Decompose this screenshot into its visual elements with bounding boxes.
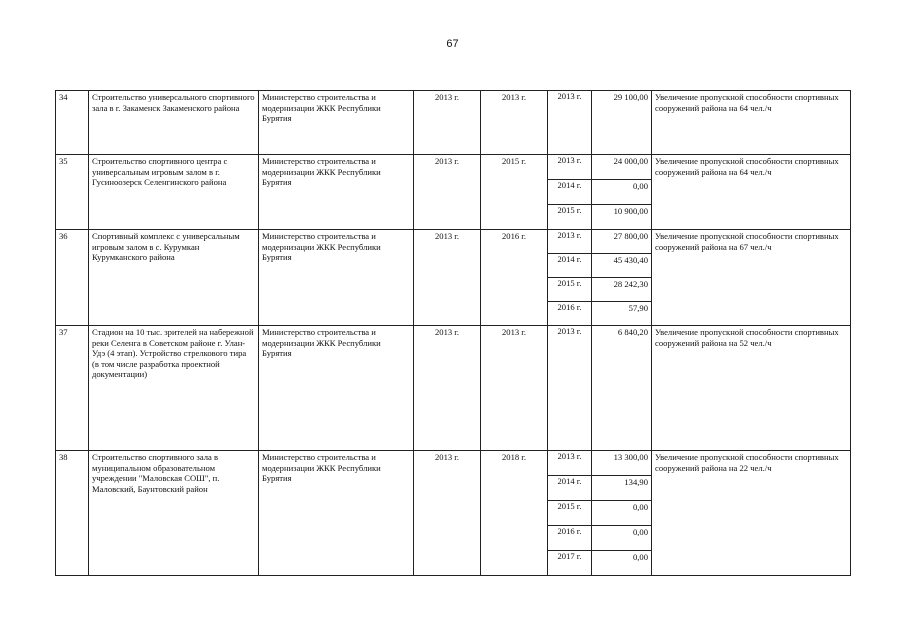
expected-result: Увеличение пропускной способности спортивных сооружений района на 67 чел./ч <box>652 230 851 326</box>
funding-amount: 134,90 <box>592 476 652 501</box>
funding-year: 2013 г. <box>548 451 592 476</box>
row-number: 35 <box>56 155 89 230</box>
funding-amount: 0,00 <box>592 180 652 205</box>
funding-amount: 10 900,00 <box>592 205 652 230</box>
table-row <box>56 326 851 451</box>
end-year: 2018 г. <box>481 451 548 576</box>
funding-amount: 45 430,40 <box>592 254 652 278</box>
funding-year: 2015 г. <box>548 278 592 302</box>
end-year: 2013 г. <box>481 91 548 155</box>
construction-projects-table <box>55 90 851 576</box>
project-name: Спортивный комплекс с универсальным игровым залом в с. Курумкан Курумканского района <box>89 230 259 326</box>
funding-year: 2014 г. <box>548 254 592 278</box>
funding-amount: 0,00 <box>592 526 652 551</box>
funding-amount: 29 100,00 <box>592 91 652 155</box>
funding-amount: 13 300,00 <box>592 451 652 476</box>
funding-year: 2014 г. <box>548 476 592 501</box>
project-name: Стадион на 10 тыс. зрителей на набережной реки Селенга в Советском районе г. Улан-Удэ (4 этап). Устройство стрелкового тира (в том числе разработка проектной документации) <box>89 326 259 451</box>
end-year: 2015 г. <box>481 155 548 230</box>
responsible-ministry: Министерство строительства и модернизации ЖКК Республики Бурятия <box>259 230 414 326</box>
start-year: 2013 г. <box>414 326 481 451</box>
page-number: 67 <box>446 38 459 50</box>
end-year: 2013 г. <box>481 326 548 451</box>
responsible-ministry: Министерство строительства и модернизации ЖКК Республики Бурятия <box>259 155 414 230</box>
funding-year: 2014 г. <box>548 180 592 205</box>
table-row <box>56 91 851 155</box>
table-row <box>56 451 851 476</box>
funding-year: 2016 г. <box>548 302 592 326</box>
end-year: 2016 г. <box>481 230 548 326</box>
funding-year: 2016 г. <box>548 526 592 551</box>
funding-year: 2013 г. <box>548 326 592 451</box>
funding-year: 2015 г. <box>548 205 592 230</box>
funding-year: 2015 г. <box>548 501 592 526</box>
funding-amount: 24 000,00 <box>592 155 652 180</box>
start-year: 2013 г. <box>414 155 481 230</box>
funding-year: 2013 г. <box>548 155 592 180</box>
project-name: Строительство спортивного центра с универсальным игровым залом в г. Гусиноозерск Селенгинского района <box>89 155 259 230</box>
row-number: 38 <box>56 451 89 576</box>
table-body <box>56 91 851 576</box>
project-name: Строительство универсального спортивного зала в г. Закаменск Закаменского района <box>89 91 259 155</box>
row-number: 34 <box>56 91 89 155</box>
expected-result: Увеличение пропускной способности спортивных сооружений района на 64 чел./ч <box>652 155 851 230</box>
responsible-ministry: Министерство строительства и модернизации ЖКК Республики Бурятия <box>259 451 414 576</box>
row-number: 37 <box>56 326 89 451</box>
funding-year: 2013 г. <box>548 91 592 155</box>
project-name: Строительство спортивного зала в муниципальном образовательном учреждении "Маловская СОШ", п. Маловский, Баунтовский район <box>89 451 259 576</box>
start-year: 2013 г. <box>414 91 481 155</box>
funding-amount: 0,00 <box>592 501 652 526</box>
funding-amount: 28 242,30 <box>592 278 652 302</box>
responsible-ministry: Министерство строительства и модернизации ЖКК Республики Бурятия <box>259 326 414 451</box>
responsible-ministry: Министерство строительства и модернизации ЖКК Республики Бурятия <box>259 91 414 155</box>
expected-result: Увеличение пропускной способности спортивных сооружений района на 64 чел./ч <box>652 91 851 155</box>
funding-year: 2017 г. <box>548 551 592 576</box>
expected-result: Увеличение пропускной способности спортивных сооружений района на 22 чел./ч <box>652 451 851 576</box>
funding-year: 2013 г. <box>548 230 592 254</box>
start-year: 2013 г. <box>414 230 481 326</box>
funding-amount: 6 840,20 <box>592 326 652 451</box>
funding-amount: 0,00 <box>592 551 652 576</box>
funding-amount: 57,90 <box>592 302 652 326</box>
table-row <box>56 155 851 180</box>
row-number: 36 <box>56 230 89 326</box>
expected-result: Увеличение пропускной способности спортивных сооружений района на 52 чел./ч <box>652 326 851 451</box>
funding-amount: 27 800,00 <box>592 230 652 254</box>
start-year: 2013 г. <box>414 451 481 576</box>
table-row <box>56 230 851 254</box>
